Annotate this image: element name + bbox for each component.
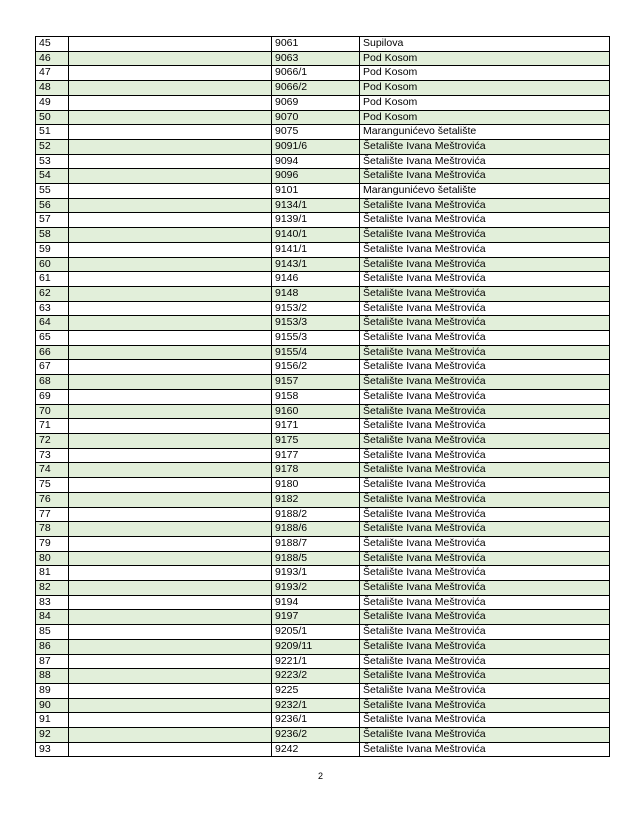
street-name-cell: Šetalište Ivana Meštrovića: [360, 257, 610, 272]
row-number-cell: 77: [36, 507, 69, 522]
parcel-number-cell: 9141/1: [272, 242, 360, 257]
blank-cell: [69, 51, 272, 66]
row-number-cell: 64: [36, 316, 69, 331]
table-row: [36, 728, 610, 743]
parcel-number-cell: 9197: [272, 610, 360, 625]
street-name-cell: Šetalište Ivana Meštrovića: [360, 419, 610, 434]
blank-cell: [69, 169, 272, 184]
blank-cell: [69, 713, 272, 728]
parcel-number-cell: 9146: [272, 272, 360, 287]
table-row: [36, 198, 610, 213]
table-row: [36, 522, 610, 537]
parcel-table-body: [36, 37, 610, 757]
table-row: [36, 595, 610, 610]
street-name-cell: Šetalište Ivana Meštrovića: [360, 492, 610, 507]
row-number-cell: 88: [36, 669, 69, 684]
row-number-cell: 82: [36, 581, 69, 596]
parcel-number-cell: 9182: [272, 492, 360, 507]
table-row: [36, 301, 610, 316]
blank-cell: [69, 110, 272, 125]
row-number-cell: 69: [36, 389, 69, 404]
table-row: [36, 713, 610, 728]
table-row: [36, 51, 610, 66]
parcel-number-cell: 9148: [272, 286, 360, 301]
table-row: [36, 286, 610, 301]
parcel-number-cell: 9063: [272, 51, 360, 66]
parcel-number-cell: 9236/2: [272, 728, 360, 743]
blank-cell: [69, 272, 272, 287]
parcel-number-cell: 9094: [272, 154, 360, 169]
parcel-number-cell: 9242: [272, 742, 360, 757]
row-number-cell: 84: [36, 610, 69, 625]
row-number-cell: 65: [36, 331, 69, 346]
table-row: [36, 360, 610, 375]
blank-cell: [69, 625, 272, 640]
table-row: [36, 492, 610, 507]
table-row: [36, 566, 610, 581]
table-row: [36, 257, 610, 272]
blank-cell: [69, 654, 272, 669]
street-name-cell: Šetalište Ivana Meštrovića: [360, 713, 610, 728]
parcel-number-cell: 9140/1: [272, 228, 360, 243]
blank-cell: [69, 683, 272, 698]
street-name-cell: Šetalište Ivana Meštrovića: [360, 536, 610, 551]
row-number-cell: 48: [36, 81, 69, 96]
table-row: [36, 610, 610, 625]
table-row: [36, 683, 610, 698]
table-row: [36, 110, 610, 125]
street-name-cell: Pod Kosom: [360, 95, 610, 110]
street-name-cell: Pod Kosom: [360, 110, 610, 125]
blank-cell: [69, 184, 272, 199]
parcel-number-cell: 9171: [272, 419, 360, 434]
row-number-cell: 91: [36, 713, 69, 728]
table-row: [36, 375, 610, 390]
blank-cell: [69, 728, 272, 743]
parcel-number-cell: 9066/2: [272, 81, 360, 96]
street-name-cell: Supilova: [360, 37, 610, 52]
street-name-cell: Šetalište Ivana Meštrovića: [360, 669, 610, 684]
table-row: [36, 125, 610, 140]
parcel-number-cell: 9134/1: [272, 198, 360, 213]
row-number-cell: 70: [36, 404, 69, 419]
blank-cell: [69, 639, 272, 654]
blank-cell: [69, 154, 272, 169]
row-number-cell: 56: [36, 198, 69, 213]
row-number-cell: 89: [36, 683, 69, 698]
blank-cell: [69, 551, 272, 566]
street-name-cell: Šetalište Ivana Meštrovića: [360, 625, 610, 640]
table-row: [36, 698, 610, 713]
blank-cell: [69, 95, 272, 110]
parcel-number-cell: 9153/2: [272, 301, 360, 316]
blank-cell: [69, 331, 272, 346]
street-name-cell: Šetalište Ivana Meštrovića: [360, 169, 610, 184]
street-name-cell: Šetalište Ivana Meštrovića: [360, 242, 610, 257]
table-row: [36, 139, 610, 154]
blank-cell: [69, 419, 272, 434]
blank-cell: [69, 448, 272, 463]
street-name-cell: Šetalište Ivana Meštrovića: [360, 404, 610, 419]
street-name-cell: Marangunićevo šetalište: [360, 184, 610, 199]
street-name-cell: Šetalište Ivana Meštrovića: [360, 154, 610, 169]
table-row: [36, 551, 610, 566]
blank-cell: [69, 66, 272, 81]
blank-cell: [69, 316, 272, 331]
parcel-number-cell: 9156/2: [272, 360, 360, 375]
parcel-number-cell: 9075: [272, 125, 360, 140]
street-name-cell: Šetalište Ivana Meštrovića: [360, 566, 610, 581]
blank-cell: [69, 742, 272, 757]
blank-cell: [69, 242, 272, 257]
table-row: [36, 331, 610, 346]
table-row: [36, 433, 610, 448]
blank-cell: [69, 389, 272, 404]
parcel-number-cell: 9066/1: [272, 66, 360, 81]
row-number-cell: 71: [36, 419, 69, 434]
blank-cell: [69, 536, 272, 551]
street-name-cell: Šetalište Ivana Meštrovića: [360, 610, 610, 625]
street-name-cell: Šetalište Ivana Meštrovića: [360, 463, 610, 478]
parcel-number-cell: 9070: [272, 110, 360, 125]
row-number-cell: 61: [36, 272, 69, 287]
street-name-cell: Šetalište Ivana Meštrovića: [360, 213, 610, 228]
parcel-number-cell: 9221/1: [272, 654, 360, 669]
table-row: [36, 448, 610, 463]
table-row: [36, 37, 610, 52]
street-name-cell: Šetalište Ivana Meštrovića: [360, 683, 610, 698]
table-row: [36, 345, 610, 360]
street-name-cell: Šetalište Ivana Meštrovića: [360, 272, 610, 287]
parcel-number-cell: 9069: [272, 95, 360, 110]
blank-cell: [69, 301, 272, 316]
table-row: [36, 66, 610, 81]
table-row: [36, 184, 610, 199]
street-name-cell: Šetalište Ivana Meštrovića: [360, 595, 610, 610]
row-number-cell: 93: [36, 742, 69, 757]
blank-cell: [69, 139, 272, 154]
table-row: [36, 213, 610, 228]
row-number-cell: 76: [36, 492, 69, 507]
table-row: [36, 536, 610, 551]
table-row: [36, 581, 610, 596]
row-number-cell: 67: [36, 360, 69, 375]
row-number-cell: 54: [36, 169, 69, 184]
parcel-number-cell: 9205/1: [272, 625, 360, 640]
row-number-cell: 55: [36, 184, 69, 199]
street-name-cell: Šetalište Ivana Meštrovića: [360, 375, 610, 390]
parcel-number-cell: 9155/3: [272, 331, 360, 346]
street-name-cell: Šetalište Ivana Meštrovića: [360, 728, 610, 743]
blank-cell: [69, 404, 272, 419]
blank-cell: [69, 360, 272, 375]
street-name-cell: Pod Kosom: [360, 66, 610, 81]
row-number-cell: 53: [36, 154, 69, 169]
street-name-cell: Pod Kosom: [360, 51, 610, 66]
row-number-cell: 86: [36, 639, 69, 654]
blank-cell: [69, 213, 272, 228]
parcel-number-cell: 9236/1: [272, 713, 360, 728]
table-row: [36, 242, 610, 257]
row-number-cell: 66: [36, 345, 69, 360]
row-number-cell: 75: [36, 478, 69, 493]
row-number-cell: 90: [36, 698, 69, 713]
parcel-number-cell: 9178: [272, 463, 360, 478]
street-name-cell: Šetalište Ivana Meštrovića: [360, 551, 610, 566]
parcel-number-cell: 9101: [272, 184, 360, 199]
parcel-number-cell: 9153/3: [272, 316, 360, 331]
table-row: [36, 625, 610, 640]
street-name-cell: Pod Kosom: [360, 81, 610, 96]
street-name-cell: Šetalište Ivana Meštrovića: [360, 345, 610, 360]
street-name-cell: Šetalište Ivana Meštrovića: [360, 522, 610, 537]
parcel-number-cell: 9232/1: [272, 698, 360, 713]
parcel-number-cell: 9193/2: [272, 581, 360, 596]
blank-cell: [69, 81, 272, 96]
blank-cell: [69, 522, 272, 537]
parcel-number-cell: 9177: [272, 448, 360, 463]
table-row: [36, 669, 610, 684]
table-row: [36, 478, 610, 493]
row-number-cell: 52: [36, 139, 69, 154]
parcel-number-cell: 9188/6: [272, 522, 360, 537]
blank-cell: [69, 228, 272, 243]
row-number-cell: 59: [36, 242, 69, 257]
parcel-number-cell: 9209/11: [272, 639, 360, 654]
street-name-cell: Šetalište Ivana Meštrovića: [360, 654, 610, 669]
blank-cell: [69, 125, 272, 140]
row-number-cell: 46: [36, 51, 69, 66]
blank-cell: [69, 669, 272, 684]
blank-cell: [69, 478, 272, 493]
street-name-cell: Šetalište Ivana Meštrovića: [360, 639, 610, 654]
parcel-number-cell: 9180: [272, 478, 360, 493]
blank-cell: [69, 286, 272, 301]
parcel-number-cell: 9155/4: [272, 345, 360, 360]
table-row: [36, 154, 610, 169]
row-number-cell: 49: [36, 95, 69, 110]
table-row: [36, 272, 610, 287]
parcel-number-cell: 9157: [272, 375, 360, 390]
table-row: [36, 316, 610, 331]
table-row: [36, 228, 610, 243]
blank-cell: [69, 463, 272, 478]
row-number-cell: 87: [36, 654, 69, 669]
parcel-number-cell: 9188/5: [272, 551, 360, 566]
row-number-cell: 72: [36, 433, 69, 448]
blank-cell: [69, 37, 272, 52]
parcel-number-cell: 9225: [272, 683, 360, 698]
parcel-number-cell: 9188/7: [272, 536, 360, 551]
street-name-cell: Šetalište Ivana Meštrovića: [360, 286, 610, 301]
street-name-cell: Šetalište Ivana Meštrovića: [360, 139, 610, 154]
street-name-cell: Šetalište Ivana Meštrovića: [360, 316, 610, 331]
parcel-number-cell: 9194: [272, 595, 360, 610]
street-name-cell: Šetalište Ivana Meštrovića: [360, 331, 610, 346]
row-number-cell: 45: [36, 37, 69, 52]
row-number-cell: 58: [36, 228, 69, 243]
row-number-cell: 62: [36, 286, 69, 301]
blank-cell: [69, 610, 272, 625]
row-number-cell: 92: [36, 728, 69, 743]
blank-cell: [69, 492, 272, 507]
street-name-cell: Šetalište Ivana Meštrovića: [360, 698, 610, 713]
street-name-cell: Šetalište Ivana Meštrovića: [360, 742, 610, 757]
table-row: [36, 654, 610, 669]
row-number-cell: 63: [36, 301, 69, 316]
row-number-cell: 81: [36, 566, 69, 581]
row-number-cell: 68: [36, 375, 69, 390]
row-number-cell: 78: [36, 522, 69, 537]
table-row: [36, 95, 610, 110]
table-row: [36, 742, 610, 757]
street-name-cell: Šetalište Ivana Meštrovića: [360, 360, 610, 375]
blank-cell: [69, 507, 272, 522]
street-name-cell: Šetalište Ivana Meštrovića: [360, 228, 610, 243]
blank-cell: [69, 566, 272, 581]
street-name-cell: Šetalište Ivana Meštrovića: [360, 301, 610, 316]
parcel-number-cell: 9139/1: [272, 213, 360, 228]
blank-cell: [69, 345, 272, 360]
table-row: [36, 81, 610, 96]
row-number-cell: 50: [36, 110, 69, 125]
parcel-number-cell: 9223/2: [272, 669, 360, 684]
blank-cell: [69, 257, 272, 272]
row-number-cell: 57: [36, 213, 69, 228]
row-number-cell: 85: [36, 625, 69, 640]
table-row: [36, 169, 610, 184]
table-row: [36, 419, 610, 434]
street-name-cell: Šetalište Ivana Meštrovića: [360, 448, 610, 463]
row-number-cell: 83: [36, 595, 69, 610]
table-row: [36, 639, 610, 654]
street-name-cell: Marangunićevo šetalište: [360, 125, 610, 140]
row-number-cell: 74: [36, 463, 69, 478]
row-number-cell: 51: [36, 125, 69, 140]
parcel-number-cell: 9061: [272, 37, 360, 52]
page-number: 2: [317, 771, 323, 781]
parcel-number-cell: 9188/2: [272, 507, 360, 522]
table-row: [36, 389, 610, 404]
blank-cell: [69, 433, 272, 448]
street-name-cell: Šetalište Ivana Meštrovića: [360, 478, 610, 493]
street-name-cell: Šetalište Ivana Meštrovića: [360, 389, 610, 404]
blank-cell: [69, 198, 272, 213]
table-row: [36, 404, 610, 419]
row-number-cell: 47: [36, 66, 69, 81]
blank-cell: [69, 581, 272, 596]
row-number-cell: 79: [36, 536, 69, 551]
parcel-number-cell: 9143/1: [272, 257, 360, 272]
street-name-cell: Šetalište Ivana Meštrovića: [360, 198, 610, 213]
blank-cell: [69, 375, 272, 390]
parcel-number-cell: 9091/6: [272, 139, 360, 154]
parcel-number-cell: 9193/1: [272, 566, 360, 581]
street-name-cell: Šetalište Ivana Meštrovića: [360, 433, 610, 448]
row-number-cell: 60: [36, 257, 69, 272]
table-row: [36, 507, 610, 522]
row-number-cell: 80: [36, 551, 69, 566]
blank-cell: [69, 698, 272, 713]
blank-cell: [69, 595, 272, 610]
table-row: [36, 463, 610, 478]
street-name-cell: Šetalište Ivana Meštrovića: [360, 581, 610, 596]
parcel-number-cell: 9175: [272, 433, 360, 448]
parcel-number-cell: 9160: [272, 404, 360, 419]
parcel-number-cell: 9158: [272, 389, 360, 404]
row-number-cell: 73: [36, 448, 69, 463]
parcel-number-cell: 9096: [272, 169, 360, 184]
parcel-table: [35, 36, 610, 757]
street-name-cell: Šetalište Ivana Meštrovića: [360, 507, 610, 522]
